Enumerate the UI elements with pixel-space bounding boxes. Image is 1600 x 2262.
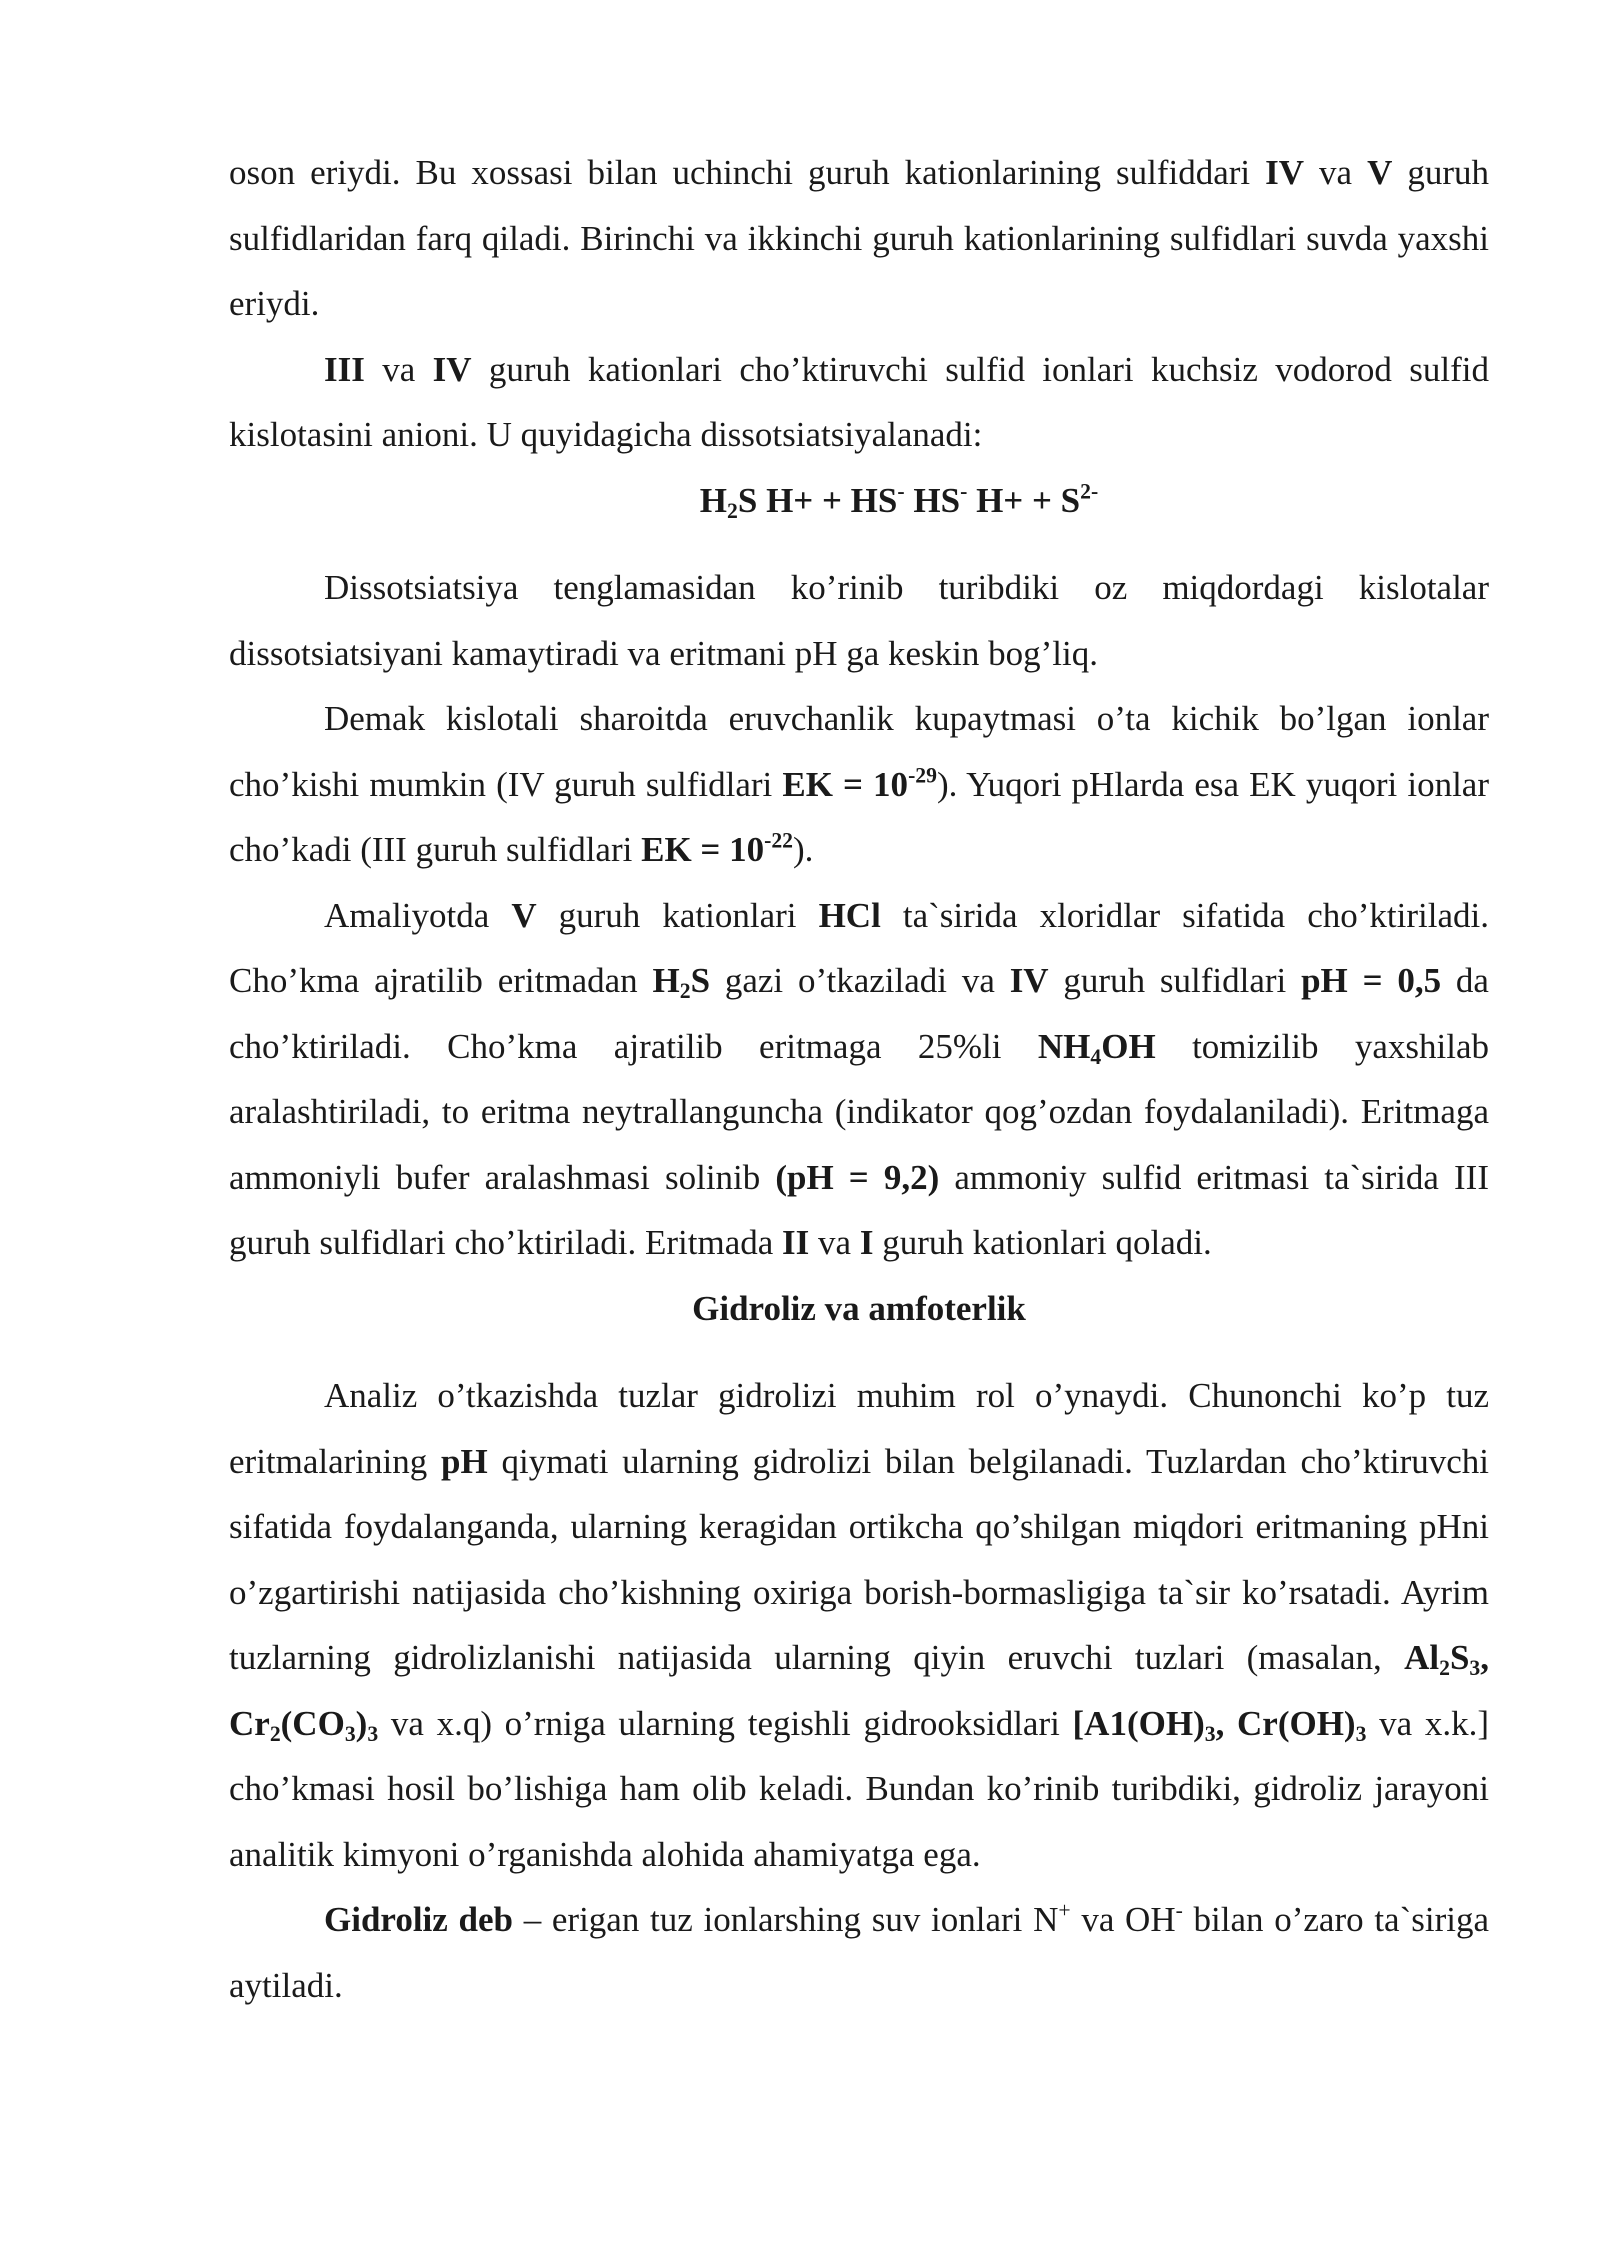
bold-run	[652, 961, 711, 1004]
text-run: da cho’ktiriladi. Cho’kma ajratilib eritmaga 25%li	[229, 961, 1489, 1066]
bold-run: pH	[441, 1441, 488, 1481]
subscript: 4	[1090, 1044, 1102, 1069]
formula-part: H+ + S	[967, 480, 1081, 520]
section-heading: Gidroliz va amfoterlik	[692, 1288, 1026, 1328]
text-run: OH	[1101, 1026, 1156, 1066]
text-run: qiymati ularning gidrolizi bilan belgilanadi. Tuzlardan cho’ktiruvchi sifatida foydalanganda, ularning keragidan ortikcha qo’shilgan miqdori eritmaning pHni o’zgartirishi natijasida cho’kishning oxiriga borish-bormasligiga ta`sir ko’rsatadi. Ayrim tuzlarning gidrolizlanishi natijasida ularning qiyin eruvchi tuzlari (masalan,	[229, 1441, 1489, 1677]
text-run: oson eriydi. Bu xossasi bilan uchinchi guruh kationlarining sulfiddari	[229, 153, 1266, 192]
text-run: guruh sulfidlari	[1048, 961, 1302, 1000]
paragraph-2	[229, 337, 1489, 468]
bold-run: I	[859, 1223, 874, 1262]
paragraph-5	[229, 883, 1489, 1276]
text-run: Dissotsiatsiya tenglamasidan ko’rinib turibdiki oz miqdordagi kislotalar dissotsiatsiyani kamaytiradi va eritmani pH ga keskin bog’liq.	[229, 568, 1489, 673]
bold-run	[1072, 1703, 1367, 1746]
bold-run	[782, 765, 937, 804]
text-run: guruh kationlari qoladi.	[873, 1223, 1212, 1262]
paragraph-4	[229, 686, 1489, 883]
formula-superscript: -	[897, 479, 905, 504]
bold-run: IV	[1265, 153, 1305, 192]
subscript: 3	[344, 1721, 356, 1746]
subscript: 2	[269, 1721, 281, 1746]
bold-run: III	[324, 349, 365, 389]
paragraph-6	[229, 1363, 1489, 1887]
text-run: va x.q) o’rniga ularning tegishli gidrooksidlari	[378, 1703, 1073, 1743]
document-page	[229, 140, 1489, 2018]
bold-run: IV	[1009, 961, 1049, 1000]
formula-part: S H+ + HS	[737, 480, 898, 520]
text-run: Demak kislotali sharoitda eruvchanlik kupaytmasi o’ta kichik bo’lgan ionlar cho’kishi mumkin (IV guruh sulfidlari	[229, 699, 1489, 804]
formula-part: H	[699, 480, 728, 520]
text-run: tomizilib yaxshilab aralashtiriladi, to eritma neytrallanguncha (indikator qog’ozdan foydalaniladi). Eritmaga ammoniyli bufer aralashmasi solinib	[229, 1026, 1489, 1197]
bold-run: Gidroliz deb	[324, 1900, 513, 1939]
text-run: – erigan tuz ionlarshing suv ionlari N	[512, 1900, 1059, 1939]
bold-run: IV	[432, 349, 472, 389]
bold-run: HCl	[818, 895, 881, 935]
text-run: Amaliyotda	[324, 895, 512, 935]
text-run: S	[1449, 1638, 1470, 1677]
text-run: ta`sirida xloridlar sifatida cho’ktiriladi. Cho’kma ajratilib eritmadan	[229, 895, 1489, 1000]
text-run: ). Yuqori pHlarda esa EK yuqori ionlar cho’kadi (III guruh sulfidlari	[229, 764, 1489, 869]
text-run: , Cr(OH)	[1215, 1703, 1356, 1743]
text-run: )	[355, 1703, 368, 1743]
superscript: -29	[908, 763, 937, 788]
subscript: 2	[679, 979, 691, 1004]
formula-superscript: -	[960, 479, 968, 504]
bold-run: pH = 0,5	[1301, 961, 1442, 1000]
text-run: Analiz o’tkazishda tuzlar gidrolizi muhim rol o’ynaydi. Chunonchi ko’p tuz eritmalarining	[229, 1376, 1489, 1481]
text-run: Al	[1404, 1638, 1440, 1677]
subscript: 3	[367, 1721, 379, 1746]
bold-run: V	[1367, 153, 1393, 192]
text-run: va x.k.] cho’kmasi hosil bo’lishiga ham olib keladi. Bundan ko’rinib turibdiki, gidroliz jarayoni analitik kimyoni o’rganishda alohida ahamiyatga ega.	[229, 1703, 1489, 1874]
text-run: va OH	[1070, 1900, 1176, 1939]
bold-run: II	[782, 1223, 810, 1262]
subscript: 3	[1204, 1721, 1216, 1746]
text-run: ).	[793, 830, 814, 869]
text-run: va	[1304, 153, 1368, 192]
bold-run	[641, 830, 793, 869]
text-run: NH	[1037, 1026, 1091, 1066]
subscript: 3	[1355, 1721, 1367, 1746]
text-run: (CO	[280, 1703, 345, 1743]
text-run: EK = 10	[782, 764, 909, 804]
formula-part: HS	[904, 480, 961, 520]
text-run: [A1(OH)	[1072, 1703, 1205, 1743]
spacer	[229, 1341, 1489, 1363]
text-run: guruh kationlari cho’ktiruvchi sulfid ionlari kuchsiz vodorod sulfid kislotasini anioni. U quyidagicha dissotsiatsiyalanadi:	[229, 349, 1489, 454]
formula-subscript: 2	[727, 498, 738, 523]
text-run: H	[652, 961, 680, 1000]
text-run: EK = 10	[641, 830, 765, 869]
text-run: S	[690, 961, 711, 1000]
bold-run: V	[511, 895, 537, 935]
superscript: -22	[764, 828, 794, 853]
spacer	[229, 533, 1489, 555]
formula-superscript: 2-	[1080, 479, 1099, 504]
subscript: 2	[1439, 1656, 1450, 1681]
text-run: va	[364, 349, 433, 389]
paragraph-3	[229, 555, 1489, 686]
text-run: guruh sulfidlaridan farq qiladi. Birinchi va ikkinchi guruh kationlarining sulfidlari suvda yaxshi eriydi.	[229, 153, 1489, 323]
text-run: guruh kationlari	[536, 895, 819, 935]
paragraph-7	[229, 1887, 1489, 2018]
bold-run: (pH = 9,2)	[775, 1157, 940, 1197]
superscript: -	[1175, 1898, 1183, 1923]
paragraph-1	[229, 140, 1489, 337]
text-run: , Cr	[229, 1638, 1489, 1743]
text-run: gazi o’tkaziladi va	[710, 961, 1010, 1000]
dissociation-formula	[229, 468, 1489, 534]
text-run: va	[809, 1223, 860, 1262]
text-run: ammoniy sulfid eritmasi ta`sirida III guruh sulfidlari cho’ktiriladi. Eritmada	[229, 1157, 1489, 1262]
text-run: bilan o’zaro ta`siriga aytiladi.	[229, 1900, 1489, 2005]
superscript: +	[1058, 1898, 1071, 1923]
subscript: 3	[1469, 1656, 1481, 1681]
bold-run	[1037, 1026, 1156, 1069]
